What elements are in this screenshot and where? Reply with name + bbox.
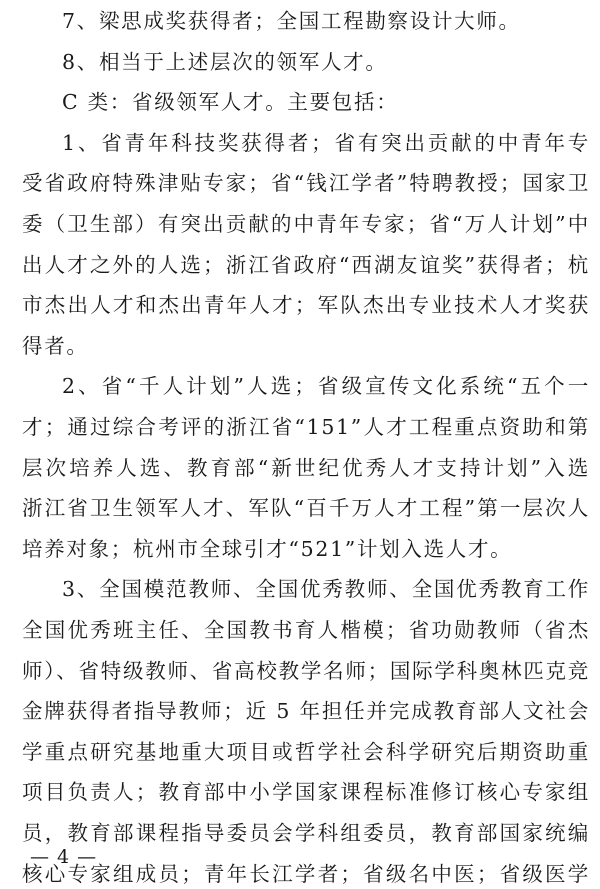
paragraph-line: 2、省“千人计划”人选；省级宣传文化系统“五个一 bbox=[62, 374, 590, 399]
paragraph-line: 金牌获得者指导教师；近 5 年担任并完成教育部人文社会 bbox=[22, 699, 590, 724]
paragraph-line: 出人才之外的人选；浙江省政府“西湖友谊奖”获得者；杭 bbox=[22, 252, 590, 277]
paragraph-line: 市杰出人才和杰出青年人才；军队杰出专业技术人才奖获 bbox=[22, 293, 590, 318]
paragraph-line: 得者。 bbox=[22, 333, 89, 358]
paragraph-line: 项目负责人；教育部中小学国家课程标准修订核心专家组 bbox=[22, 780, 590, 805]
paragraph-line: 全国优秀班主任、全国教书育人楷模；省功勋教师（省杰 bbox=[22, 618, 590, 642]
paragraph-line: 学重点研究基地重大项目或哲学社会科学研究后期资助重 bbox=[22, 739, 590, 764]
paragraph-line: 3、全国模范教师、全国优秀教师、全国优秀教育工作 bbox=[62, 577, 590, 602]
paragraph-line: 受省政府特殊津贴专家；省“钱江学者”特聘教授；国家卫 bbox=[22, 171, 590, 196]
paragraph-line: 才；通过综合考评的浙江省“151”人才工程重点资助和第 bbox=[22, 415, 590, 439]
paragraph-line: 8、相当于上述层次的领军人才。 bbox=[62, 49, 388, 74]
paragraph-line: 浙江省卫生领军人才、军队“百千万人才工程”第一层次人 bbox=[22, 496, 590, 521]
section-heading: C 类：省级领军人才。主要包括： bbox=[62, 90, 399, 115]
paragraph-line: 层次培养人选、教育部“新世纪优秀人才支持计划”入选 bbox=[22, 455, 590, 480]
paragraph-line: 1、省青年科技奖获得者；省有突出贡献的中青年专 bbox=[62, 130, 590, 155]
paragraph-line: 委（卫生部）有突出贡献的中青年专家；省“万人计划”中 bbox=[22, 212, 590, 236]
paragraph-line: 员，教育部课程指导委员会学科组委员，教育部国家统编 bbox=[22, 821, 590, 845]
paragraph-line: 核心专家组成员；青年长江学者；省级名中医；省级医学 bbox=[22, 861, 590, 886]
paragraph-line: 师）、省特级教师、省高校教学名师；国际学科奥林匹克竞 bbox=[22, 658, 590, 683]
paragraph-line: 培养对象；杭州市全球引才“521”计划入选人才。 bbox=[22, 536, 513, 561]
paragraph-line: 7、梁思成奖获得者；全国工程勘察设计大师。 bbox=[62, 9, 521, 33]
page-number: — 4 — bbox=[30, 846, 98, 868]
